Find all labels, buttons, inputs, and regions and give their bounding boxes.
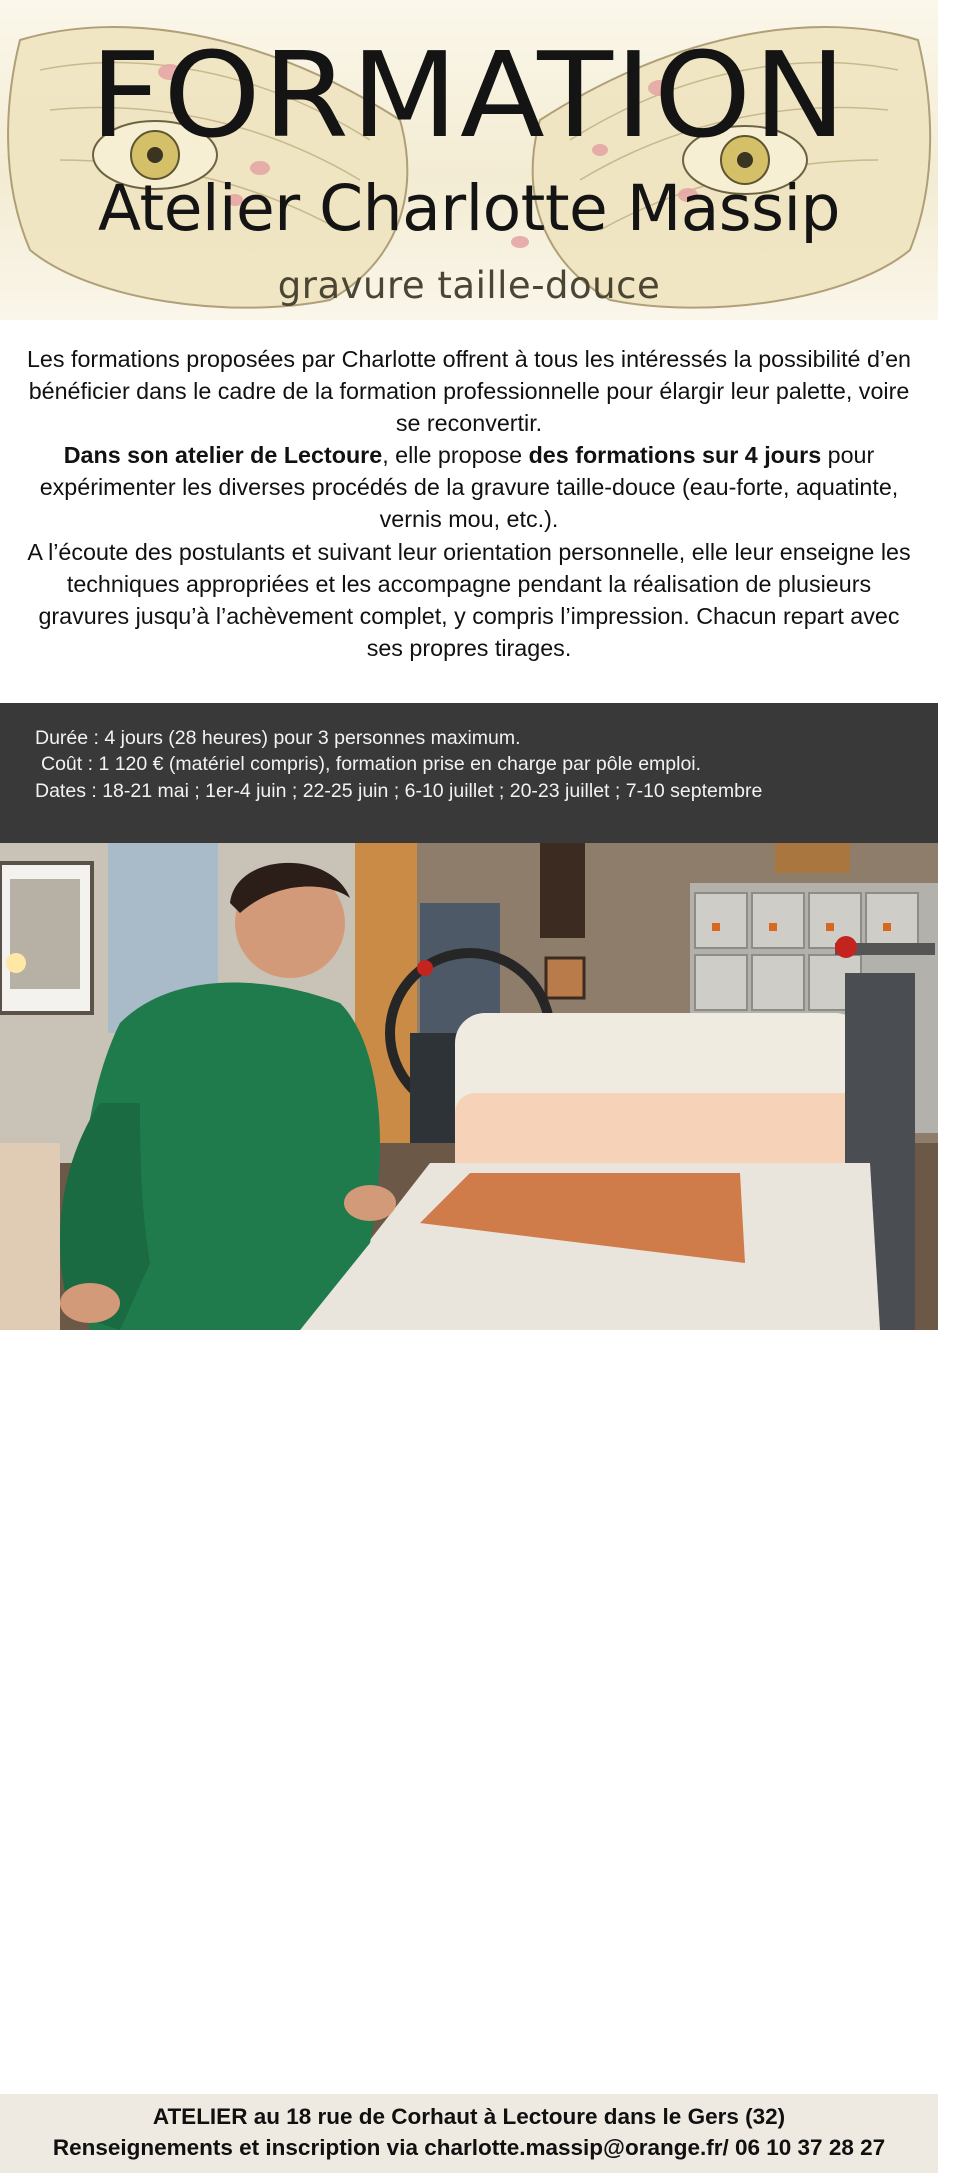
description-paragraph-1: Les formations proposées par Charlotte offrent à tous les intéressés la possibilité d’en bénéficier dans le cadre de la formation professionnelle pour élargir leur palette, voire se reconvertir. — [26, 346, 912, 437]
info-band — [0, 703, 938, 843]
address-text: ATELIER au 18 rue de Corhaut à Lectoure dans le Gers (32) — [152, 2104, 786, 2129]
dates-text: Dates : 18-21 mai ; 1er-4 juin ; 22-25 juin ; 6-10 juillet ; 20-23 juillet ; 7-10 septembre — [35, 780, 763, 802]
description-paragraph-3: A l’écoute des postulants et suivant leur orientation personnelle, elle leur enseigne les techniques appropriées et les accompagne pendant la réalisation de plusieurs gravures jusqu’à l’achèvement complet, y compris l’impression. Chacun repart avec ses propres tirages. — [27, 538, 911, 661]
printing-press-scene — [0, 843, 938, 1330]
description-text: , elle propose — [382, 442, 529, 469]
workshop-photo — [0, 843, 938, 2160]
duration-text: Durée : 4 jours (28 heures) pour 3 personnes maximum. — [35, 727, 521, 749]
footer-band — [0, 2094, 938, 2173]
description-paragraph-2: pour expérimenter les diverses procédés de la gravure taille-douce (eau-forte, aquatinte, vernis mou, etc.). — [39, 442, 899, 533]
description — [20, 343, 918, 664]
description-highlight-location: Dans son atelier de Lectoure — [63, 442, 383, 469]
contact-text: Renseignements et inscription via charlotte.massip@orange.fr/ 06 10 37 28 27 — [52, 2135, 886, 2160]
atelier-name: Atelier Charlotte Massip — [98, 172, 840, 245]
description-highlight-duration: des formations sur 4 jours — [528, 442, 822, 469]
tagline: gravure taille-douce — [277, 264, 661, 307]
page-title: FORMATION — [89, 26, 849, 164]
cost-text: Coût : 1 120 € (matériel compris), formation prise en charge par pôle emploi. — [41, 753, 702, 775]
header-banner — [0, 0, 938, 320]
